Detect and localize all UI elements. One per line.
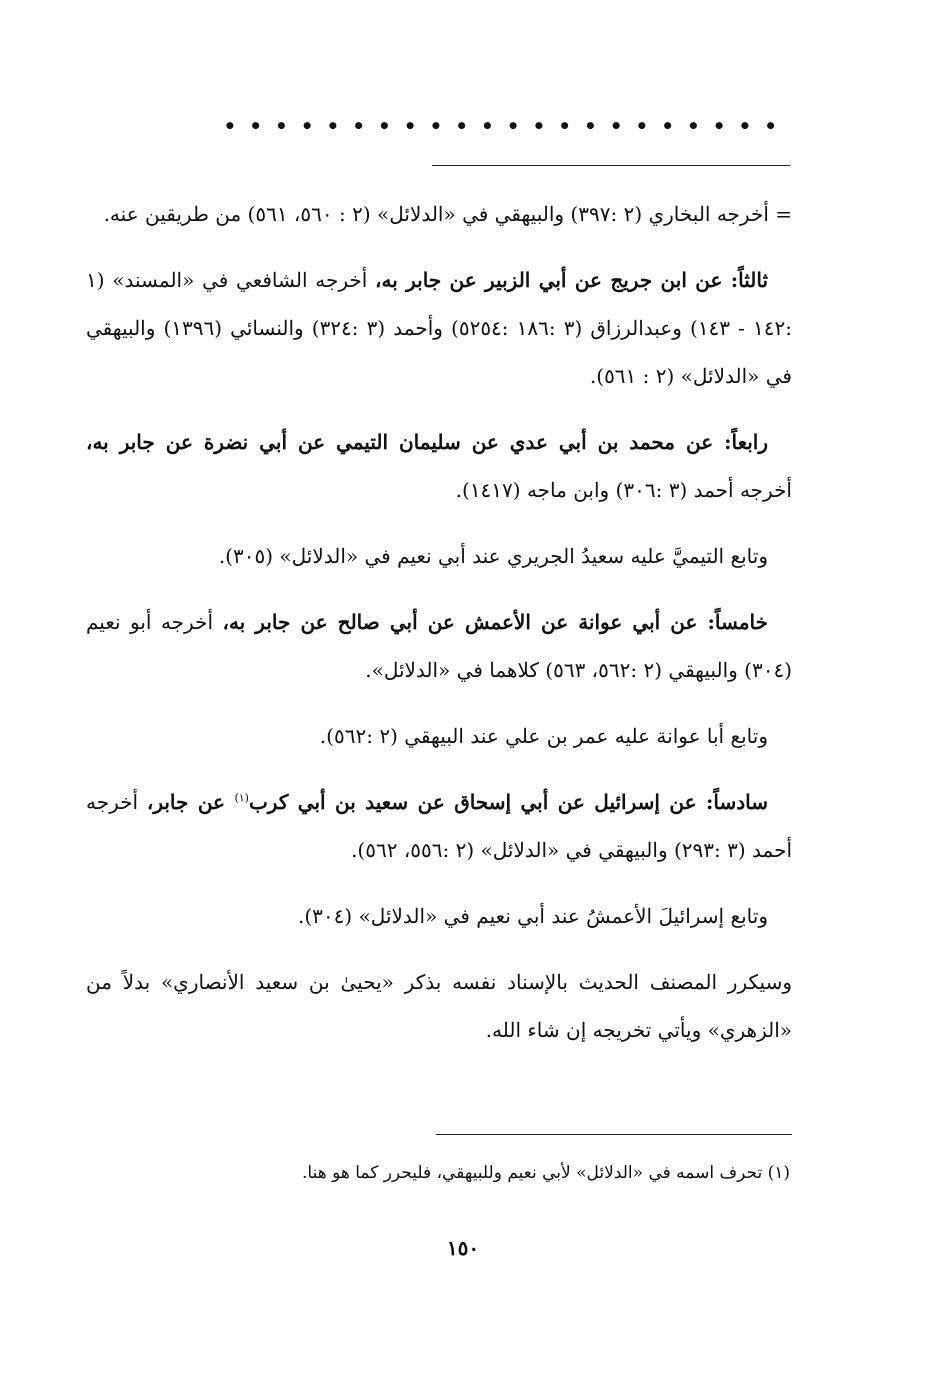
footnote: (١) تحرف اسمه في «الدلائل» لأبي نعيم وللبيهقي، فليحرر كما هو هنا. [301, 1163, 790, 1183]
paragraph-2-lead: ثالثاً: عن ابن جريج عن أبي الزبير عن جابر به، [375, 268, 769, 292]
paragraph-2-rest: أخرجه الشافعي في «المسند» (١ :١٤٢ - ١٤٣) وعبدالرزاق (٣ :١٨٦ :٥٢٥٤) وأحمد (٣ :٣٢٤) والنسائي (١٣٩٦) والبيهقي في «الدلائل» (٢ : ٥٦١). [86, 268, 792, 388]
paragraph-3-rest: أخرجه أحمد (٣ :٣٠٦) وابن ماجه (١٤١٧). [455, 478, 792, 502]
paragraph-9: وسيكرر المصنف الحديث بالإسناد نفسه بذكر «يحيىٰ بن سعيد الأنصاري» بدلاً من «الزهري» ويأتي تخريجه إن شاء الله. [86, 970, 792, 1042]
header-dots: • • • • • • • • • • • • • • • • • • • • • • [223, 114, 780, 138]
footnote-rule [436, 1134, 792, 1135]
top-rule [432, 165, 790, 166]
paragraph-7-rest: أخرجه أحمد (٣ :٢٩٣) والبيهقي في «الدلائل» (٢ :٥٥٦، ٥٦٢). [86, 790, 792, 862]
paragraph-4: وتابع التيميَّ عليه سعيدُ الجريري عند أبي نعيم في «الدلائل» (٣٠٥). [218, 544, 768, 568]
paragraph-8: وتابع إسرائيلَ الأعمشُ عند أبي نعيم في «الدلائل» (٣٠٤). [298, 904, 768, 928]
paragraph-2 [86, 256, 792, 400]
footnote-marker: (١) [234, 791, 249, 805]
paragraph-5 [86, 598, 792, 694]
page-number: ١٥٠ [446, 1236, 480, 1260]
paragraph-5-rest: أخرجه أبو نعيم (٣٠٤) والبيهقي (٢ :٥٦٢، ٥٦٣) كلاهما في «الدلائل». [86, 610, 792, 682]
main-text [86, 190, 792, 1072]
paragraph-7-lead: سادساً: عن إسرائيل عن أبي إسحاق عن سعيد بن أبي كرب [248, 790, 768, 814]
paragraph-5-lead: خامساً: عن أبي عوانة عن الأعمش عن أبي صالح عن جابر به، [222, 610, 768, 634]
paragraph-3-lead: رابعاً: عن محمد بن أبي عدي عن سليمان التيمي عن أبي نضرة عن جابر به، [86, 430, 768, 454]
paragraph-7 [86, 778, 792, 874]
paragraph-1: = أخرجه البخاري (٢ :٣٩٧) والبيهقي في «الدلائل» (٢ : ٥٦٠، ٥٦١) من طريقين عنه. [103, 202, 792, 226]
paragraph-7-lead-2: عن جابر، [146, 790, 235, 814]
paragraph-3 [86, 418, 792, 514]
paragraph-6: وتابع أبا عوانة عليه عمر بن علي عند البيهقي (٢ :٥٦٢). [319, 724, 768, 748]
